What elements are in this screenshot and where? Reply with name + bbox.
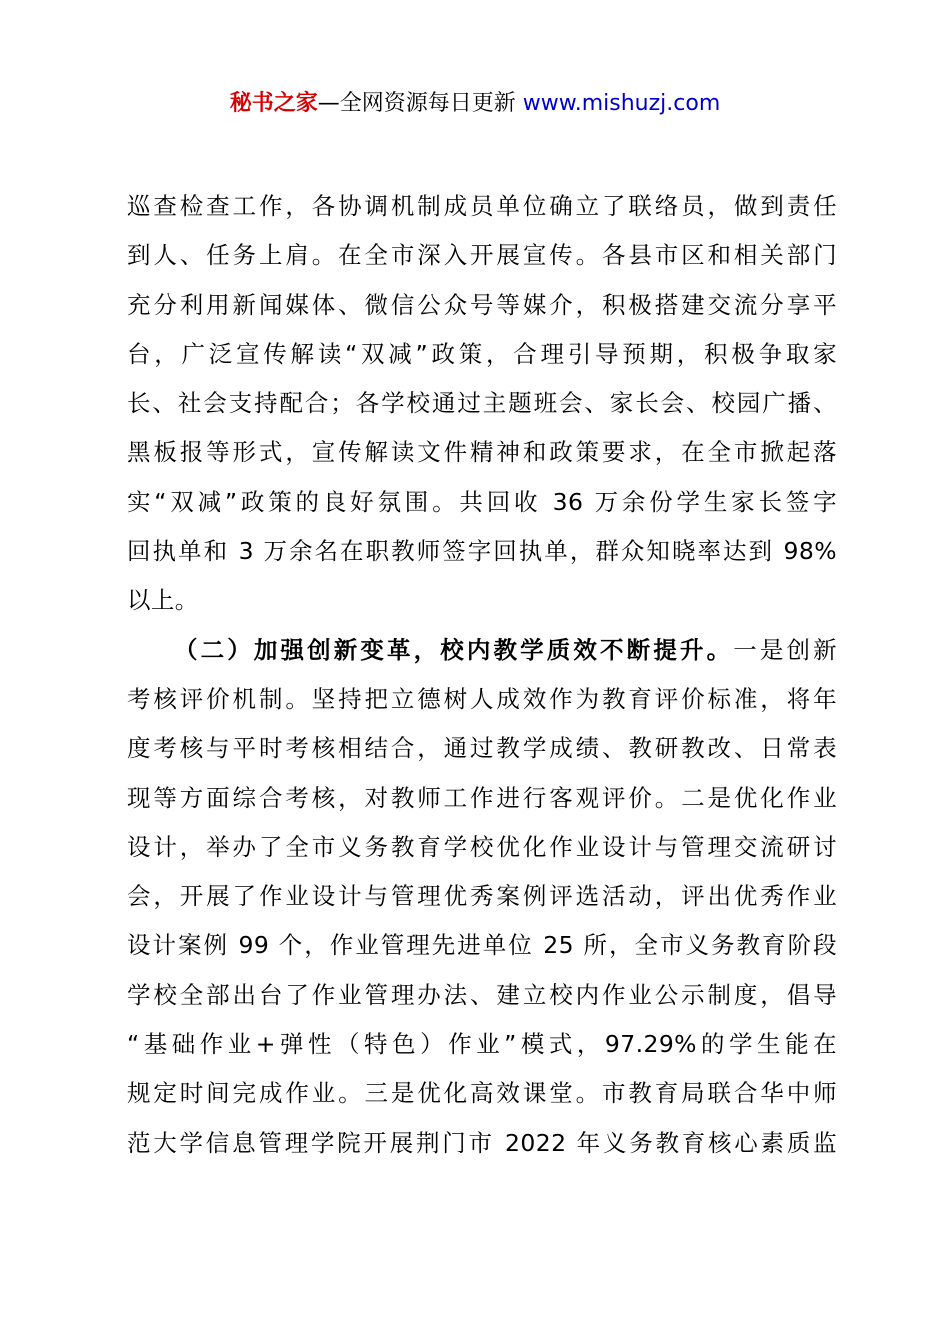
paragraph-line: 度考核与平时考核相结合，通过教学成绩、教研教改、日常表 bbox=[127, 734, 837, 763]
paragraph-line: 学校全部出台了作业管理办法、建立校内作业公示制度，倡导 bbox=[127, 980, 837, 1009]
paragraph-line: “基础作业+弹性（特色）作业”模式，97.29%的学生能在 bbox=[127, 1030, 837, 1059]
header-tagline: —全网资源每日更新 bbox=[317, 91, 523, 116]
paragraph-line: 设计案例 99 个，作业管理先进单位 25 所，全市义务教育阶段 bbox=[127, 931, 837, 960]
paragraph-line: 充分利用新闻媒体、微信公众号等媒介，积极搭建交流分享平 bbox=[127, 290, 837, 319]
paragraph-line: 规定时间完成作业。三是优化高效课堂。市教育局联合华中师 bbox=[127, 1079, 837, 1108]
paragraph-line: 长、社会支持配合；各学校通过主题班会、家长会、校园广播、 bbox=[127, 389, 837, 418]
paragraph-line: 回执单和 3 万余名在职教师签字回执单，群众知晓率达到 98% bbox=[127, 537, 837, 566]
paragraph-line: 台，广泛宣传解读“双减”政策，合理引导预期，积极争取家 bbox=[127, 339, 837, 368]
section-heading-line bbox=[127, 626, 837, 675]
paragraph-line: 到人、任务上肩。在全市深入开展宣传。各县市区和相关部门 bbox=[127, 241, 837, 270]
paragraph-line: 范大学信息管理学院开展荆门市 2022 年义务教育核心素质监 bbox=[127, 1128, 837, 1157]
paragraph-line: 以上。 bbox=[127, 586, 199, 615]
site-url-link[interactable]: www.mishuzj.com bbox=[522, 91, 721, 116]
section-heading: （二）加强创新变革，校内教学质效不断提升。 bbox=[174, 635, 734, 664]
paragraph-line: 黑板报等形式，宣传解读文件精神和政策要求，在全市掀起落 bbox=[127, 438, 837, 467]
paragraph-line: 现等方面综合考核，对教师工作进行客观评价。二是优化作业 bbox=[127, 783, 837, 812]
paragraph-line: 巡查检查工作，各协调机制成员单位确立了联络员，做到责任 bbox=[127, 192, 837, 220]
document-header bbox=[0, 88, 950, 120]
paragraph-line: 会，开展了作业设计与管理优秀案例评选活动，评出优秀作业 bbox=[127, 882, 837, 911]
paragraph-line: 设计，举办了全市义务教育学校优化作业设计与管理交流研讨 bbox=[127, 832, 837, 861]
paragraph-line: 实“双减”政策的良好氛围。共回收 36 万余份学生家长签字 bbox=[127, 487, 837, 516]
paragraph-line: 考核评价机制。坚持把立德树人成效作为教育评价标准，将年 bbox=[127, 684, 837, 713]
brand-name: 秘书之家 bbox=[229, 91, 318, 116]
section-heading-tail: 一是创新 bbox=[733, 635, 837, 664]
document-body bbox=[127, 182, 837, 1168]
